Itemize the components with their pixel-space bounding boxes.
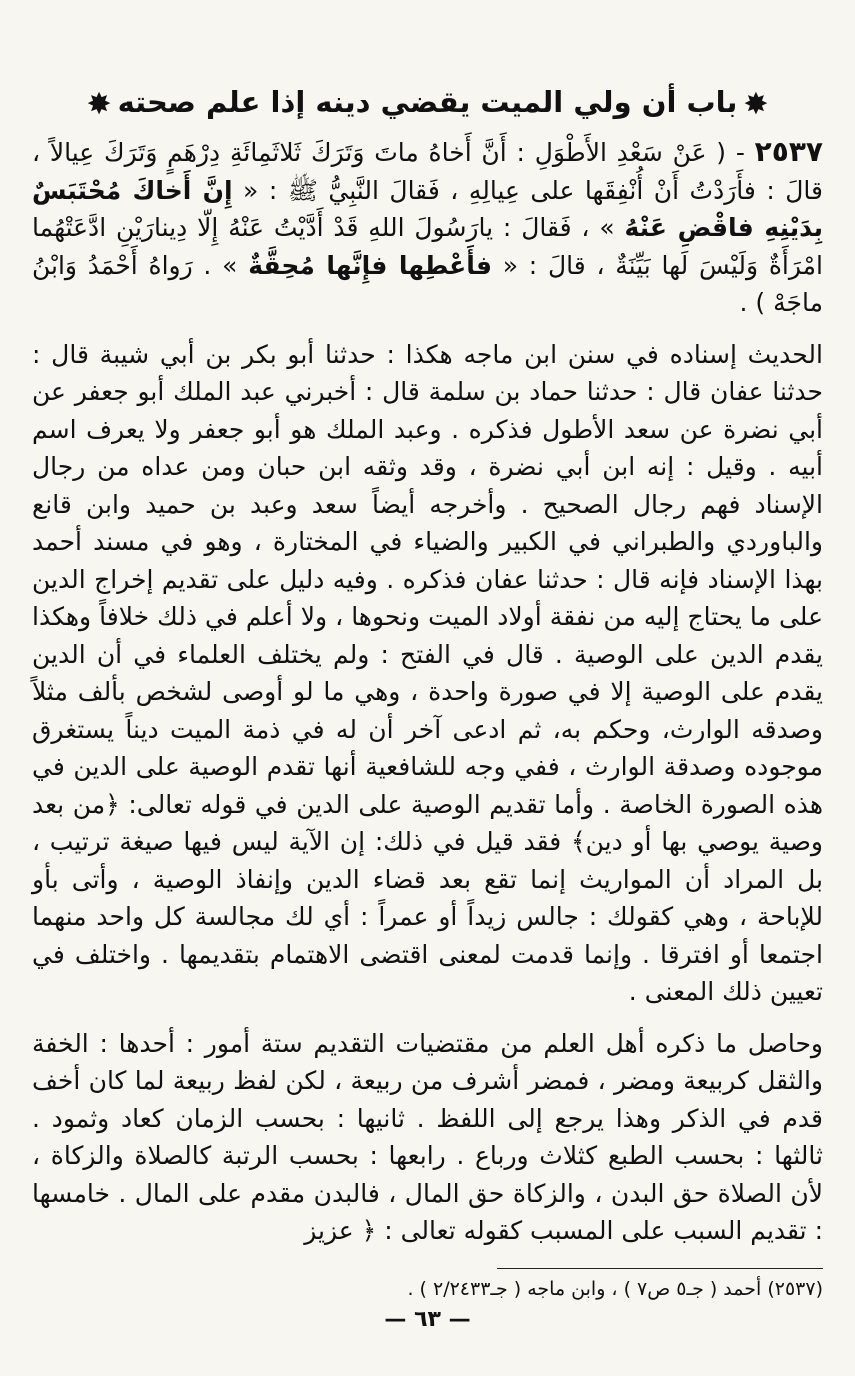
hadith-part-1: - ( عَنْ سَعْدِ الأَطْوَلِ : أَنَّ أَخاهُ ماتَ وَتَرَكَ ثَلاثَمِائَةِ دِرْهَمٍ وَتَرَكَ عِيالاً ، قالَ : فأَرَدْتُ أَنْ أُنْفِقَها على عِيالِهِ ، فَقالَ النَّبِيُّ ﷺ : « [32,138,823,205]
hadith-bold-1: إِنَّ أَخاكَ مُحْتَبَسٌ بِدَيْنِهِ فاقْضِ عَنْهُ [32,175,823,242]
page-number: — ٦٣ — [384,1306,471,1332]
hadith-text [32,133,823,322]
chapter-title [32,80,823,127]
hadith-part-2: » ، فَقالَ : يارَسُولَ اللهِ قَدْ أَدَّيْتُ عَنْهُ إِلّا دِينارَيْنِ ادَّعَتْهُما امْرَأَةٌ وَلَيْسَ لَها بَيِّنَةٌ ، قالَ : « [32,213,824,280]
chapter-title-text: باب أن ولي الميت يقضي دينه إذا علم صحته [117,85,738,119]
commentary-paragraph-2: وحاصل ما ذكره أهل العلم من مقتضيات التقديم ستة أمور : أحدها : الخفة والثقل كربيعة ومضر ، فمضر أشرف من ربيعة ، لكن لفظ ربيعة لما كان أخف قدم في الذكر وهذا يرجع إلى اللفظ . ثانيها : بحسب الزمان كعاد وثمود . ثالثها : بحسب الطبع كثلاث ورباع . رابعها : بحسب الرتبة كالصلاة والزكاة ، لأن الصلاة حق البدن ، والزكاة حق المال ، فالبدن مقدم على المال . خامسها : تقديم السبب على المسبب كقوله تعالى : ﴿ عزيز [32,1028,823,1245]
footnote-separator [497,1268,823,1269]
star-ornament-icon: ✸ [743,87,769,122]
commentary-paragraph-1: الحديث إسناده في سنن ابن ماجه هكذا : حدثنا أبو بكر بن أبي شيبة قال : حدثنا عفان قال : حدثنا حماد بن سلمة قال : أخبرني عبد الملك أبو جعفر عن أبي نضرة عن سعد الأطول فذكره . وعبد الملك هو أبو جعفر ولا يعرف اسم أبيه . وقيل : إنه ابن أبي نضرة ، وقد وثقه ابن حبان ومن عداه من رجال الإسناد فهم رجال الصحيح . وأخرجه أيضاً سعد وعبد بن حميد وابن قانع والباوردي والطبراني في الكبير والضياء في المختارة ، وهو في مسند أحمد بهذا الإسناد فإنه قال : حدثنا عفان فذكره . وفيه دليل على تقديم إخراج الدين على ما يحتاج إليه من نفقة أولاد الميت ونحوها ، ولا أعلم في ذلك خلافاً وهكذا يقدم الدين على الوصية . قال في الفتح : ولم يختلف العلماء في أن الدين يقدم على الوصية إلا في صورة واحدة ، وهي ما لو أوصى لشخص بألف مثلاً وصدقه الوارث، وحكم به، ثم ادعى آخر أن له في ذمة الميت ديناً يستغرق موجوده وصدقة الوارث ، ففي وجه للشافعية أنها تقدم الوصية على الدين في هذه الصورة الخاصة . وأما تقديم الوصية على الدين في قوله تعالى: ﴿من بعد وصية يوصي بها أو دين﴾ فقد قيل في ذلك: إن الآية ليس فيها صيغة ترتيب ، بل المراد أن المواريث إنما تقع بعد قضاء الدين وإنفاذ الوصية ، وأتى بأو للإباحة ، وهي كقولك : جالس زيداً أو عمراً : أي لك مجالسة كل واحد منهما اجتمعا أو افترقا . وإنما قدمت لمعنى اقتضى الاهتمام بتقديمها . واختلف في تعيين ذلك المعنى . [32,339,823,1006]
hadith-number: ٢٥٣٧ [754,135,823,168]
footnote: (٢٥٣٧) أحمد ( جـ٥ ص٧ ) ، وابن ماجه ( جـ٢/٢٤٣٣ ) . [407,1277,823,1300]
star-ornament-icon: ✸ [86,87,112,122]
hadith-bold-2: فأَعْطِها فإِنَّها مُحِقَّةٌ [248,250,492,280]
hadith-part-3: » . رَواهُ أَحْمَدُ وَابْنُ ماجَهْ ) . [32,250,823,317]
